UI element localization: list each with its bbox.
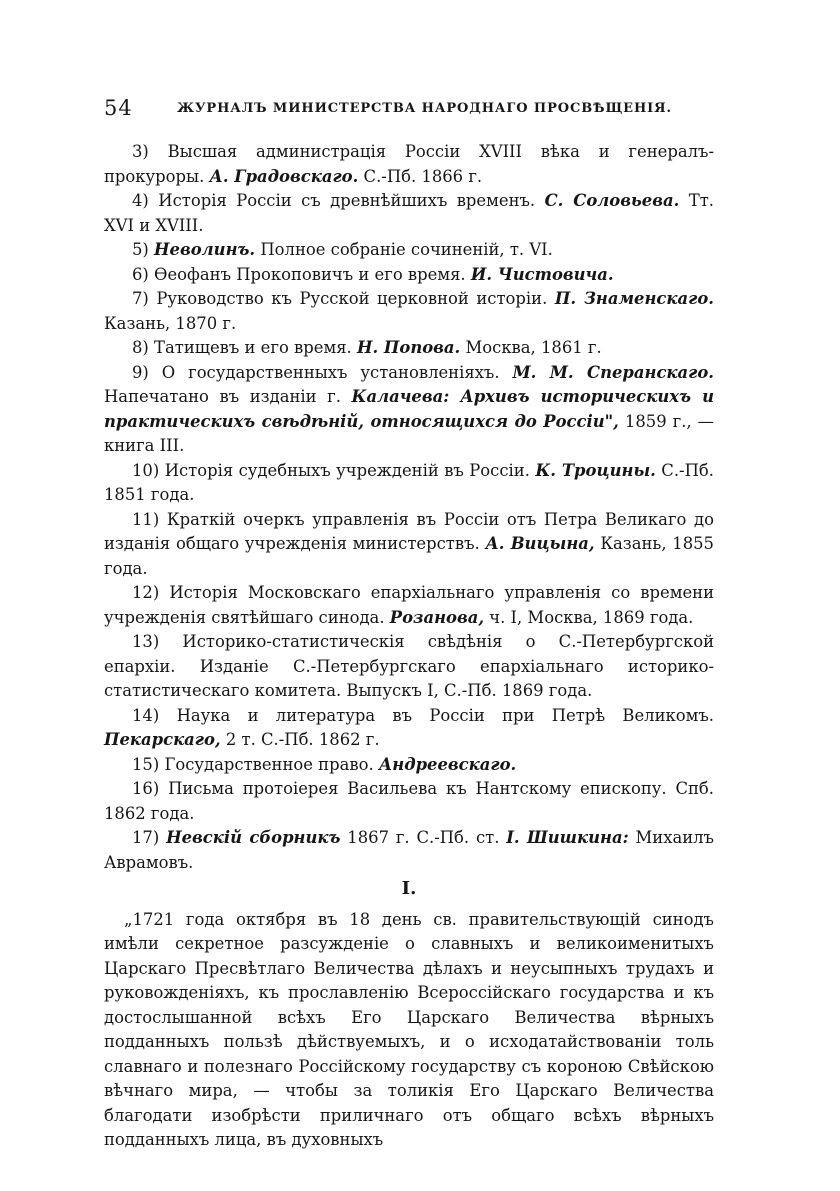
entry-title: Наука и литература въ Россіи при Петрѣ Великомъ. bbox=[176, 705, 714, 725]
entry-number: 14) bbox=[132, 705, 160, 725]
entry-title: Ѳеофанъ Прокоповичъ и его время. bbox=[154, 264, 466, 284]
page-body bbox=[104, 140, 714, 1153]
entry-author: Невскій сборникъ bbox=[166, 828, 341, 847]
entry-number: 4) bbox=[132, 191, 149, 210]
entry-author: Н. Попова. bbox=[357, 338, 461, 357]
bibliography-entry bbox=[104, 238, 714, 263]
entry-author: Пекарскаго, bbox=[104, 730, 221, 749]
entry-author: А. Вицына, bbox=[485, 534, 595, 553]
entry-title: Государственное право. bbox=[164, 754, 374, 774]
entry-number: 16) bbox=[132, 779, 160, 798]
entry-details: 2 т. С.-Пб. 1862 г. bbox=[225, 730, 380, 749]
entry-number: 7) bbox=[132, 289, 149, 308]
bibliography-entry bbox=[104, 189, 714, 238]
entry-details: Напечатано въ изданіи г. bbox=[104, 387, 341, 406]
entry-number: 5) bbox=[132, 240, 149, 259]
entry-title: Исторія Московскаго епархіальнаго управленія со времени учрежденія святѣйшаго синода. bbox=[104, 583, 714, 627]
body-paragraph: „1721 года октября въ 18 день св. правительствующій синодъ имѣли секретное разсужденіе о славныхъ и великоименитыхъ Царскаго Пресвѣтлаго Величества дѣлахъ и неусыпныхъ трудахъ и руковожденіяхъ, къ прославленію Всероссійскаго государства и къ достослышанной всѣхъ Его Царскаго Величества вѣрныхъ подданныхъ пользѣ дѣйствуемыхъ, и о исходатайствованіи толь славнаго и полезнаго Россійскому государству съ короною Свѣйскою вѣчнаго мира, — чтобы за толикія Его Царскаго Величества благодати изобрѣсти приличнаго отъ общаго всѣхъ вѣрныхъ подданныхъ лица, въ духовныхъ bbox=[104, 909, 714, 1149]
entry-details-secondary: 1859 г., — книга III. bbox=[104, 411, 714, 455]
bibliography-entry bbox=[104, 826, 714, 875]
entry-number: 10) bbox=[132, 460, 160, 480]
bibliography-entry bbox=[104, 263, 714, 288]
entry-details-secondary: Михаилъ Аврамовъ. bbox=[104, 828, 714, 872]
entry-title: Историко-статистическія свѣдѣнія о С.-Петербургской епархіи. Изданіе С.-Петербургскаго епархіальнаго историко-статистическаго комитета. Выпускъ I, С.-Пб. 1869 года. bbox=[104, 632, 714, 700]
bibliography-entry bbox=[104, 336, 714, 361]
entry-author: Розанова, bbox=[389, 607, 485, 627]
bibliography-entry bbox=[104, 361, 714, 459]
bibliography-entry bbox=[104, 630, 714, 704]
section-heading: I. bbox=[401, 878, 417, 899]
bibliography-entry bbox=[104, 704, 714, 753]
entry-number: 6) bbox=[132, 264, 149, 284]
entry-author: М. М. Сперанскаго. bbox=[512, 362, 714, 382]
entry-number: 11) bbox=[132, 509, 160, 529]
entry-number: 15) bbox=[132, 754, 160, 774]
entry-title: Исторія Россіи съ древнѣйшихъ временъ. bbox=[158, 191, 536, 210]
entry-number: 17) bbox=[132, 828, 160, 847]
bibliography-entry bbox=[104, 753, 714, 778]
entry-details: С.-Пб. 1866 г. bbox=[363, 166, 483, 186]
entry-author-secondary: Калачева: Архивъ историческихъ и практическихъ свѣдѣній, относящихся до Россіи", bbox=[104, 387, 714, 431]
entry-title: О государственныхъ установленіяхъ. bbox=[161, 362, 500, 382]
entry-title: Исторія судебныхъ учрежденій въ Россіи. bbox=[164, 460, 530, 480]
entry-number: 3) bbox=[132, 142, 149, 161]
entry-title: Письма протоіерея Васильева къ Нантскому епископу. Спб. 1862 года. bbox=[104, 779, 714, 823]
entry-author: А. Градовскаго. bbox=[209, 166, 359, 186]
entry-details: С.-Пб. 1851 года. bbox=[104, 460, 714, 504]
bibliography-entry bbox=[104, 777, 714, 826]
entry-title: Татищевъ и его время. bbox=[154, 338, 352, 357]
entry-author: К. Троцины. bbox=[535, 460, 656, 480]
entry-details: Полное собраніе сочиненій, т. VI. bbox=[260, 240, 553, 259]
entry-author: Неволинъ. bbox=[154, 240, 256, 259]
bibliography-entry bbox=[104, 508, 714, 582]
entry-details: Тт. XVI и XVIII. bbox=[104, 191, 715, 235]
entry-details: Казань, 1855 года. bbox=[104, 534, 714, 578]
page-number: 54 bbox=[104, 96, 133, 120]
entry-author: П. Знаменскаго. bbox=[554, 289, 714, 308]
entry-title: Краткій очеркъ управленія въ Россіи отъ Петра Великаго до изданія общаго учрежденія министерствъ. bbox=[104, 509, 715, 553]
bibliography-entry bbox=[104, 459, 714, 508]
entry-details: ч. I, Москва, 1869 года. bbox=[489, 607, 694, 627]
entry-number: 13) bbox=[132, 632, 160, 651]
bibliography-entry bbox=[104, 140, 714, 189]
entry-author: Андреевскаго. bbox=[378, 754, 517, 774]
entry-title: Высшая администрація Россіи XVIII вѣка и генералъ-прокуроры. bbox=[104, 142, 714, 186]
entry-author-secondary: І. Шишкина: bbox=[506, 828, 629, 847]
bibliography-entry bbox=[104, 581, 714, 630]
entry-details: 1867 г. С.-Пб. ст. bbox=[347, 828, 500, 847]
running-head: ЖУРНАЛЪ МИНИСТЕРСТВА НАРОДНАГО ПРОСВѢЩЕНІЯ. bbox=[177, 101, 672, 116]
bibliography-list bbox=[104, 140, 714, 875]
entry-number: 9) bbox=[132, 362, 149, 382]
bibliography-entry bbox=[104, 287, 714, 336]
entry-author: И. Чистовича. bbox=[470, 264, 614, 284]
entry-title: Руководство къ Русской церковной исторіи. bbox=[156, 289, 548, 308]
entry-number: 8) bbox=[132, 338, 149, 357]
entry-details: Казань, 1870 г. bbox=[104, 313, 237, 333]
entry-author: С. Соловьева. bbox=[544, 191, 680, 210]
entry-number: 12) bbox=[132, 583, 160, 602]
entry-details: Москва, 1861 г. bbox=[465, 338, 602, 357]
page-header bbox=[104, 96, 672, 126]
